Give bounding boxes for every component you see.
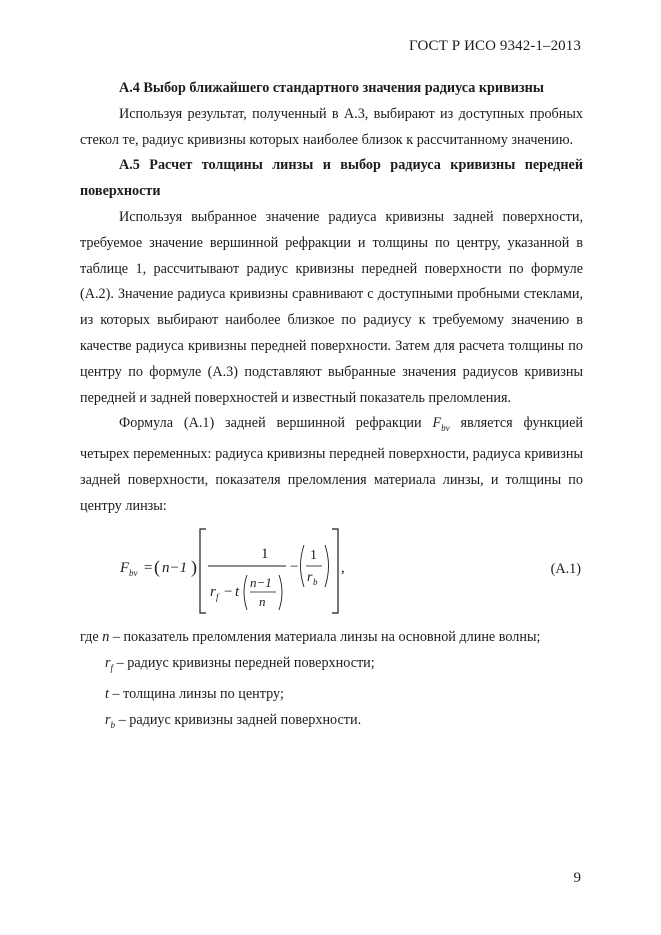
- fbv-symbol: [432, 415, 450, 434]
- definition-rf-text: – радиус кривизны передней поверхности;: [116, 655, 375, 672]
- formula-rb-paren-close: [325, 545, 329, 587]
- definition-rf: [80, 651, 583, 682]
- definition-t-symbol: t: [105, 685, 109, 702]
- formula-rf-sub: f: [216, 592, 219, 603]
- definition-rf-letter: r: [105, 655, 111, 672]
- definition-rb-symbol: [105, 712, 115, 728]
- formula-minus-inner: −: [224, 584, 233, 601]
- definition-n-text: – показатель преломления материала линзы на основной длине волны;: [112, 629, 541, 646]
- formula-comma: ,: [341, 560, 345, 577]
- section-a4-heading: А.4 Выбор ближайшего стандартного значения радиуса кривизны: [119, 80, 544, 96]
- formula-rb: r: [307, 570, 313, 586]
- formula-rb-paren-open: [301, 545, 305, 587]
- formula-lhs-sub: bv: [129, 568, 138, 579]
- definition-n-symbol: n: [102, 629, 110, 646]
- document-body: [80, 76, 583, 738]
- definition-rf-symbol: [105, 655, 113, 671]
- definition-rb-sub: b: [110, 719, 116, 730]
- fbv-symbol-letter: F: [432, 415, 442, 432]
- definition-t: [80, 682, 583, 708]
- formula-a1: [80, 525, 583, 617]
- section-a5-heading: А.5 Расчет толщины линзы и выбор радиуса кривизны передней поверхности: [80, 157, 583, 200]
- formula-n-minus-1: n−1: [162, 560, 188, 577]
- definition-rf-sub: f: [110, 663, 114, 673]
- formula-inner-paren-close: [279, 575, 282, 610]
- formula-rb-sub: b: [313, 577, 318, 588]
- definition-where: где: [80, 629, 99, 646]
- definition-rb-text: – радиус кривизны задней поверхности.: [118, 711, 362, 728]
- definition-t-text: – толщина линзы по центру;: [112, 685, 284, 702]
- definition-rb: [80, 708, 583, 739]
- formula-paren-close: ): [191, 557, 197, 578]
- formula-minus-outer: −: [290, 559, 299, 576]
- page-number: 9: [573, 870, 581, 886]
- formula-rf: r: [210, 584, 216, 601]
- formula-a1-graphic: [116, 525, 376, 617]
- paragraph-2-part-1: Формула (А.1) задней вершинной рефракции: [119, 415, 422, 432]
- formula-rb-numerator: 1: [310, 548, 317, 564]
- formula-lhs: F: [120, 560, 130, 577]
- formula-inner-num: n−1: [250, 575, 272, 591]
- formula-numerator-one: 1: [261, 546, 269, 563]
- definition-rb-letter: r: [105, 711, 111, 728]
- formula-number: (А.1): [550, 561, 581, 578]
- standard-code-header: ГОСТ Р ИСО 9342-1–2013: [409, 38, 581, 54]
- formula-inner-paren-open: [244, 575, 247, 610]
- section-a4-paragraph: Используя результат, полученный в А.3, выбирают из доступных пробных стекол те, радиус кривизны которых наиболее близок к рассчитанному значению.: [80, 105, 583, 148]
- formula-right-bracket: [332, 529, 338, 613]
- definition-n: [80, 625, 583, 651]
- formula-left-bracket: [200, 529, 206, 613]
- formula-equals: =: [144, 560, 153, 577]
- section-a5-paragraph-2: [80, 411, 583, 519]
- paragraph-2-part-2: является функцией четырех переменных: радиуса кривизны передней поверхности, радиуса кривизны задней поверхности, показателя преломления материала линзы, и толщины по центру линзы:: [80, 415, 583, 514]
- section-a5-paragraph-1: Используя выбранное значение радиуса кривизны задней поверхности, требуемое значение вершинной рефракции и толщины по центру, указанной в таблице 1, рассчитывают радиус кривизны передней поверхности по формуле (А.2). Значение радиуса кривизны сравнивают с доступными пробными стеклами, из которых выбирают наиболее близкое по радиусу к требуемому значению в качестве радиуса кривизны передней поверхности. Затем для расчета толщины по центру по формуле (А.3) подставляют выбранные значения радиусов кривизны передней и задней поверхностей и известный показатель преломления.: [80, 208, 583, 406]
- formula-t: t: [235, 584, 240, 601]
- formula-paren-open: (: [154, 557, 160, 578]
- fbv-symbol-sub: bv: [441, 423, 450, 434]
- formula-inner-den: n: [259, 594, 266, 610]
